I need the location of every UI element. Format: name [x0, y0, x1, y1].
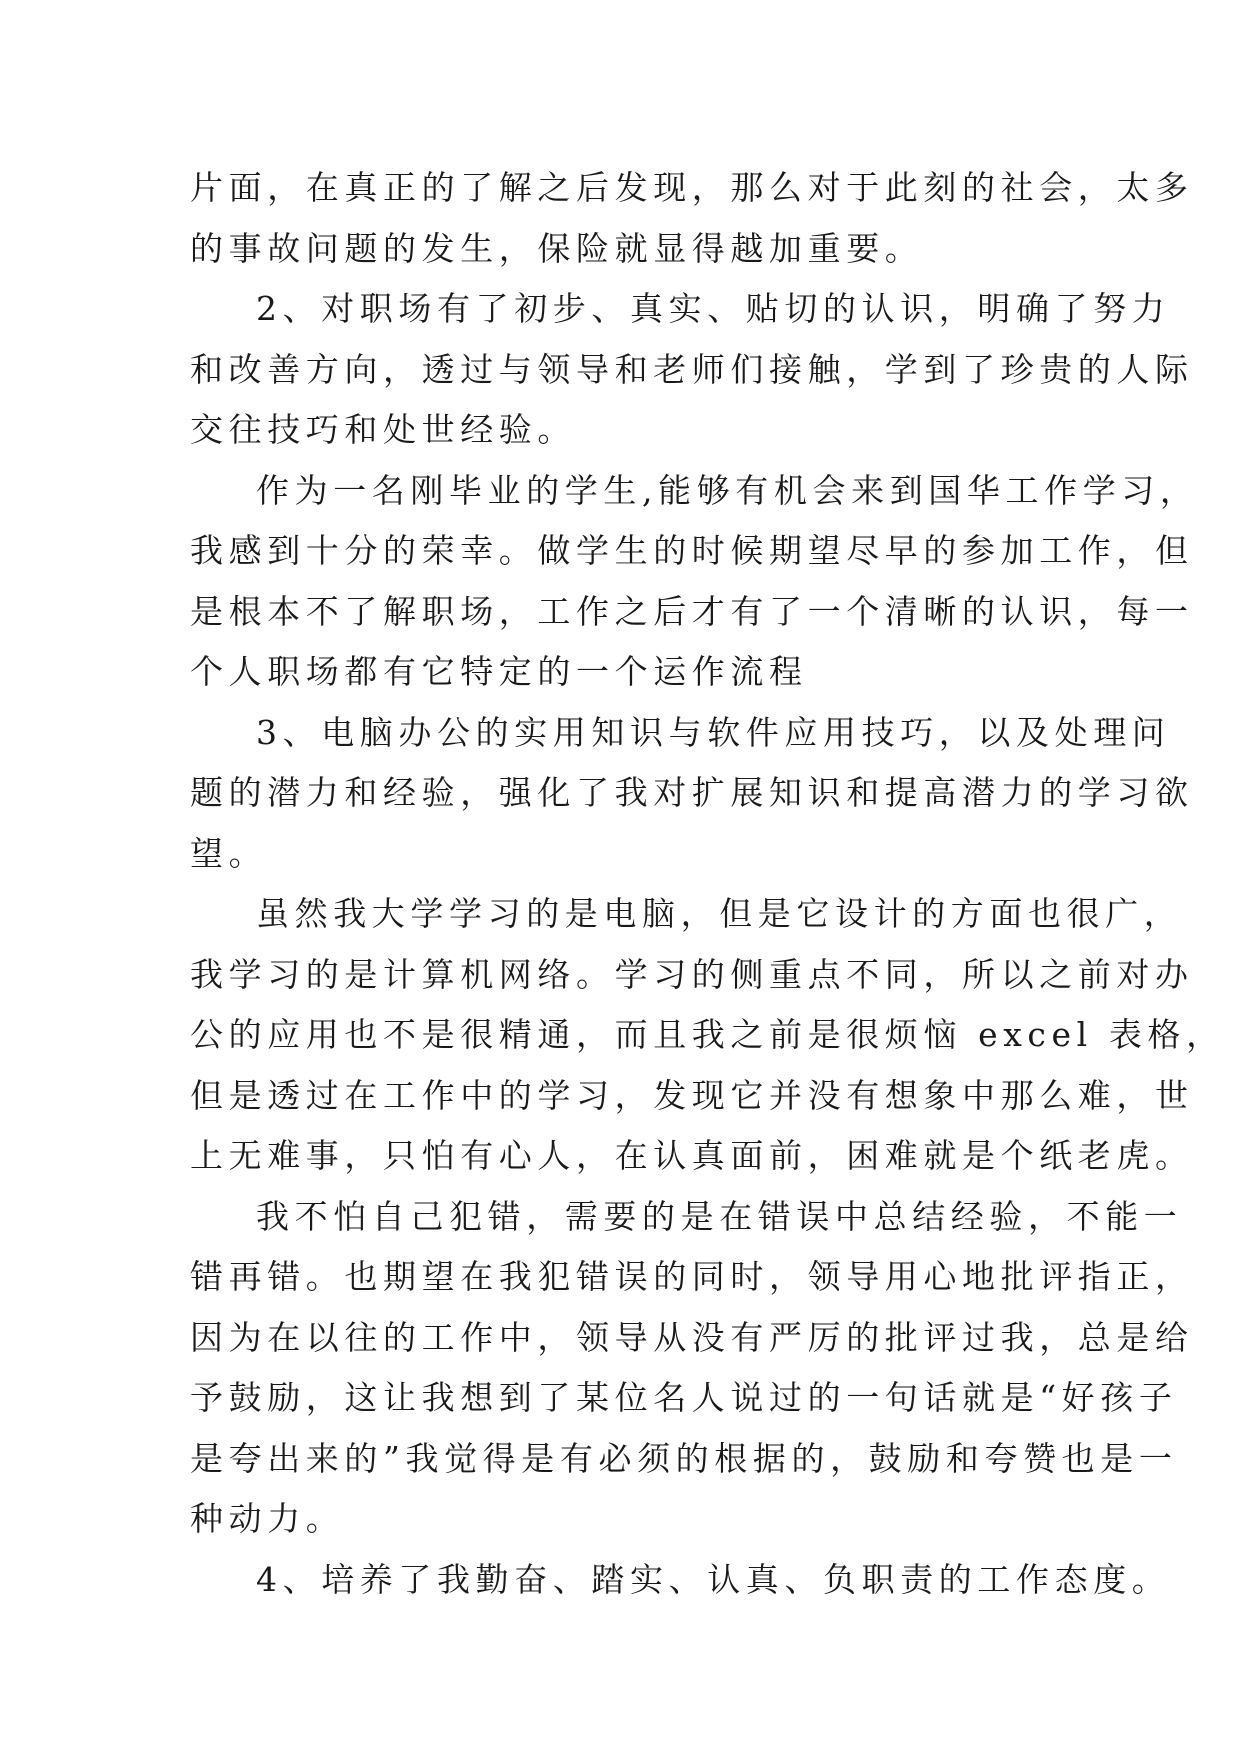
paragraph-line: 虽然我大学学习的是电脑，但是它设计的方面也很广， — [256, 894, 1183, 933]
paragraph-line: 片面，在真正的了解之后发现，那么对于此刻的社会，太多 — [190, 168, 1194, 207]
paragraph-line: 的事故问题的发生，保险就显得越加重要。 — [190, 228, 924, 268]
paragraph-line: 予鼓励，这让我想到了某位名人说过的一句话就是“好孩子 — [190, 1378, 1178, 1417]
paragraph-2 — [190, 279, 1194, 461]
paragraph-7 — [190, 1550, 1171, 1611]
paragraph-line: 种动力。 — [190, 1499, 345, 1538]
paragraph-3 — [190, 461, 1199, 703]
paragraph-line: 作为一名刚毕业的学生,能够有机会来到国华工作学习， — [256, 470, 1199, 510]
paragraph-line: 我学习的是计算机网络。学习的侧重点不同，所以之前对办 — [190, 954, 1194, 994]
paragraph-line: 是根本不了解职场，工作之后才有了一个清晰的认识，每一 — [190, 591, 1194, 631]
document-body — [190, 158, 1225, 1610]
paragraph-line: 是夸出来的”我觉得是有必须的根据的，鼓励和夸赞也是一 — [190, 1438, 1178, 1478]
paragraph-4 — [190, 703, 1194, 885]
paragraph-5 — [190, 884, 1225, 1187]
paragraph-line: 上无难事，只怕有心人，在认真面前，困难就是个纸老虎。 — [190, 1136, 1194, 1175]
paragraph-line: 因为在以往的工作中，领导从没有严厉的批评过我，总是给 — [190, 1317, 1194, 1357]
paragraph-line: 错再错。也期望在我犯错误的同时，领导用心地批评指正， — [190, 1257, 1194, 1296]
paragraph-line: 4、培养了我勤奋、踏实、认真、负职责的工作态度。 — [256, 1559, 1171, 1599]
paragraph-1 — [190, 158, 1194, 279]
paragraph-6 — [190, 1187, 1194, 1550]
paragraph-line: 但是透过在工作中的学习，发现它并没有想象中那么难，世 — [190, 1075, 1194, 1115]
paragraph-line: 我不怕自己犯错，需要的是在错误中总结经验，不能一 — [256, 1196, 1183, 1236]
paragraph-line: 个人职场都有它特定的一个运作流程 — [190, 652, 808, 691]
paragraph-line: 2、对职场有了初步、真实、贴切的认识，明确了努力 — [256, 289, 1171, 328]
paragraph-line: 我感到十分的荣幸。做学生的时候期望尽早的参加工作，但 — [190, 531, 1194, 570]
paragraph-line: 题的潜力和经验，强化了我对扩展知识和提高潜力的学习欲 — [190, 773, 1194, 812]
paragraph-line: 3、电脑办公的实用知识与软件应用技巧，以及处理问 — [256, 712, 1171, 752]
paragraph-line: 公的应用也不是很精通，而且我之前是很烦恼 excel 表格， — [190, 1015, 1225, 1054]
paragraph-line: 和改善方向，透过与领导和老师们接触，学到了珍贵的人际 — [190, 349, 1194, 389]
paragraph-line: 交往技巧和处世经验。 — [190, 410, 576, 449]
paragraph-line: 望。 — [190, 833, 268, 873]
